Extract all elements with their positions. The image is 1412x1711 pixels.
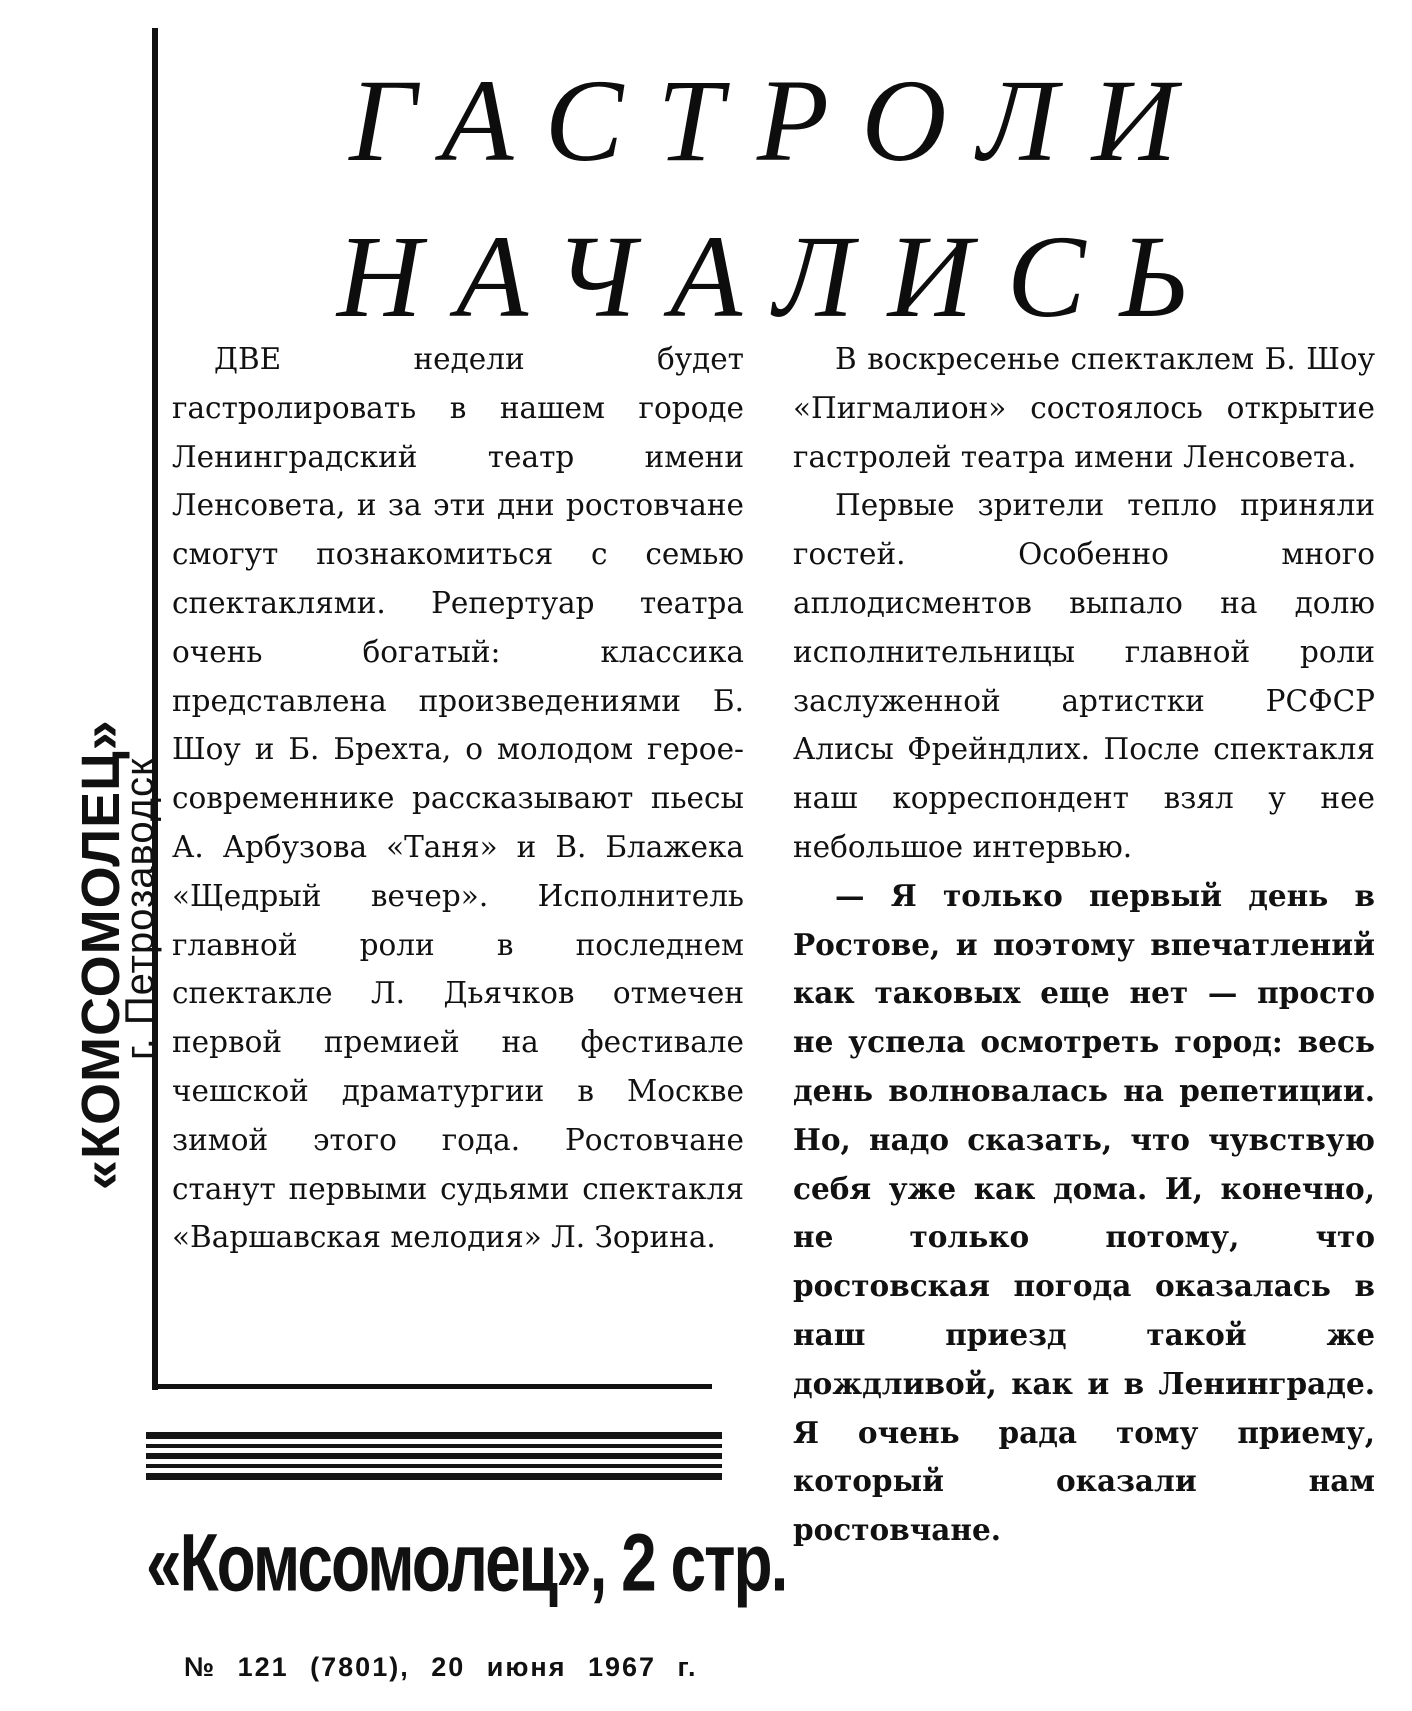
article-paragraph: ДВЕ недели будет гастролировать в нашем городе Ленинградский театр имени Ленсовета, и за эти дни ростовчане смогут познакомиться с семью спектаклями. Репертуар театра очень богатый: классика представлена произведениями Б. Шоу и Б. Брехта, о молодом герое-современнике рассказывают пьесы А. Арбузова «Таня» и В. Блажека «Щедрый вечер». Исполнитель главной роли в последнем спектакле Л. Дьячков отмечен первой премией на фестивале чешской драматургии в Москве зимой этого года. Ростовчане станут первыми судьями спектакля «Варшавская мелодия» Л. Зорина. [172, 342, 744, 1255]
headline-line-1: ГАСТРОЛИ [349, 55, 1211, 186]
article-right-column [793, 335, 1375, 1555]
article-left-column [172, 335, 744, 1262]
interview-quote: — Я только первый день в Ростове, и поэтому впечатлений как таковых еще нет — просто не успела осмотреть город: весь день волновалась на репетиции. Но, надо сказать, что чувствую себя уже как дома. И, конечно, не только потому, что ростовская погода оказалась в наш приезд такой же дождливой, как и в Ленинграде. Я очень рада тому приему, который оказали нам ростовчане. [793, 877, 1375, 1548]
frame-bottom-rule [152, 1384, 712, 1389]
article-paragraph: Первые зрители тепло приняли гостей. Особенно много аплодисментов выпало на долю исполнительницы главной роли заслуженной артистки РСФСР Алисы Фрейндлих. После спектакля наш корреспондент взял у нее небольшое интервью. [793, 488, 1375, 864]
side-label-newspaper: «КОМСОМОЛЕЦ» [71, 719, 131, 1190]
frame-left-rule [152, 28, 158, 1390]
issue-line: № 121 (7801), 20 июня 1967 г. [184, 1652, 698, 1682]
article-paragraph: В воскресенье спектаклем Б. Шоу «Пигмалион» состоялось открытие гастролей театра имени Ленсовета. [793, 342, 1375, 474]
divider-rule-block [146, 1432, 722, 1480]
source-masthead: «Комсомолец», 2 стр. [146, 1516, 787, 1609]
headline-line-2: НАЧАЛИСЬ [336, 211, 1224, 342]
side-label-city: г. Петрозаводск [118, 757, 162, 1060]
